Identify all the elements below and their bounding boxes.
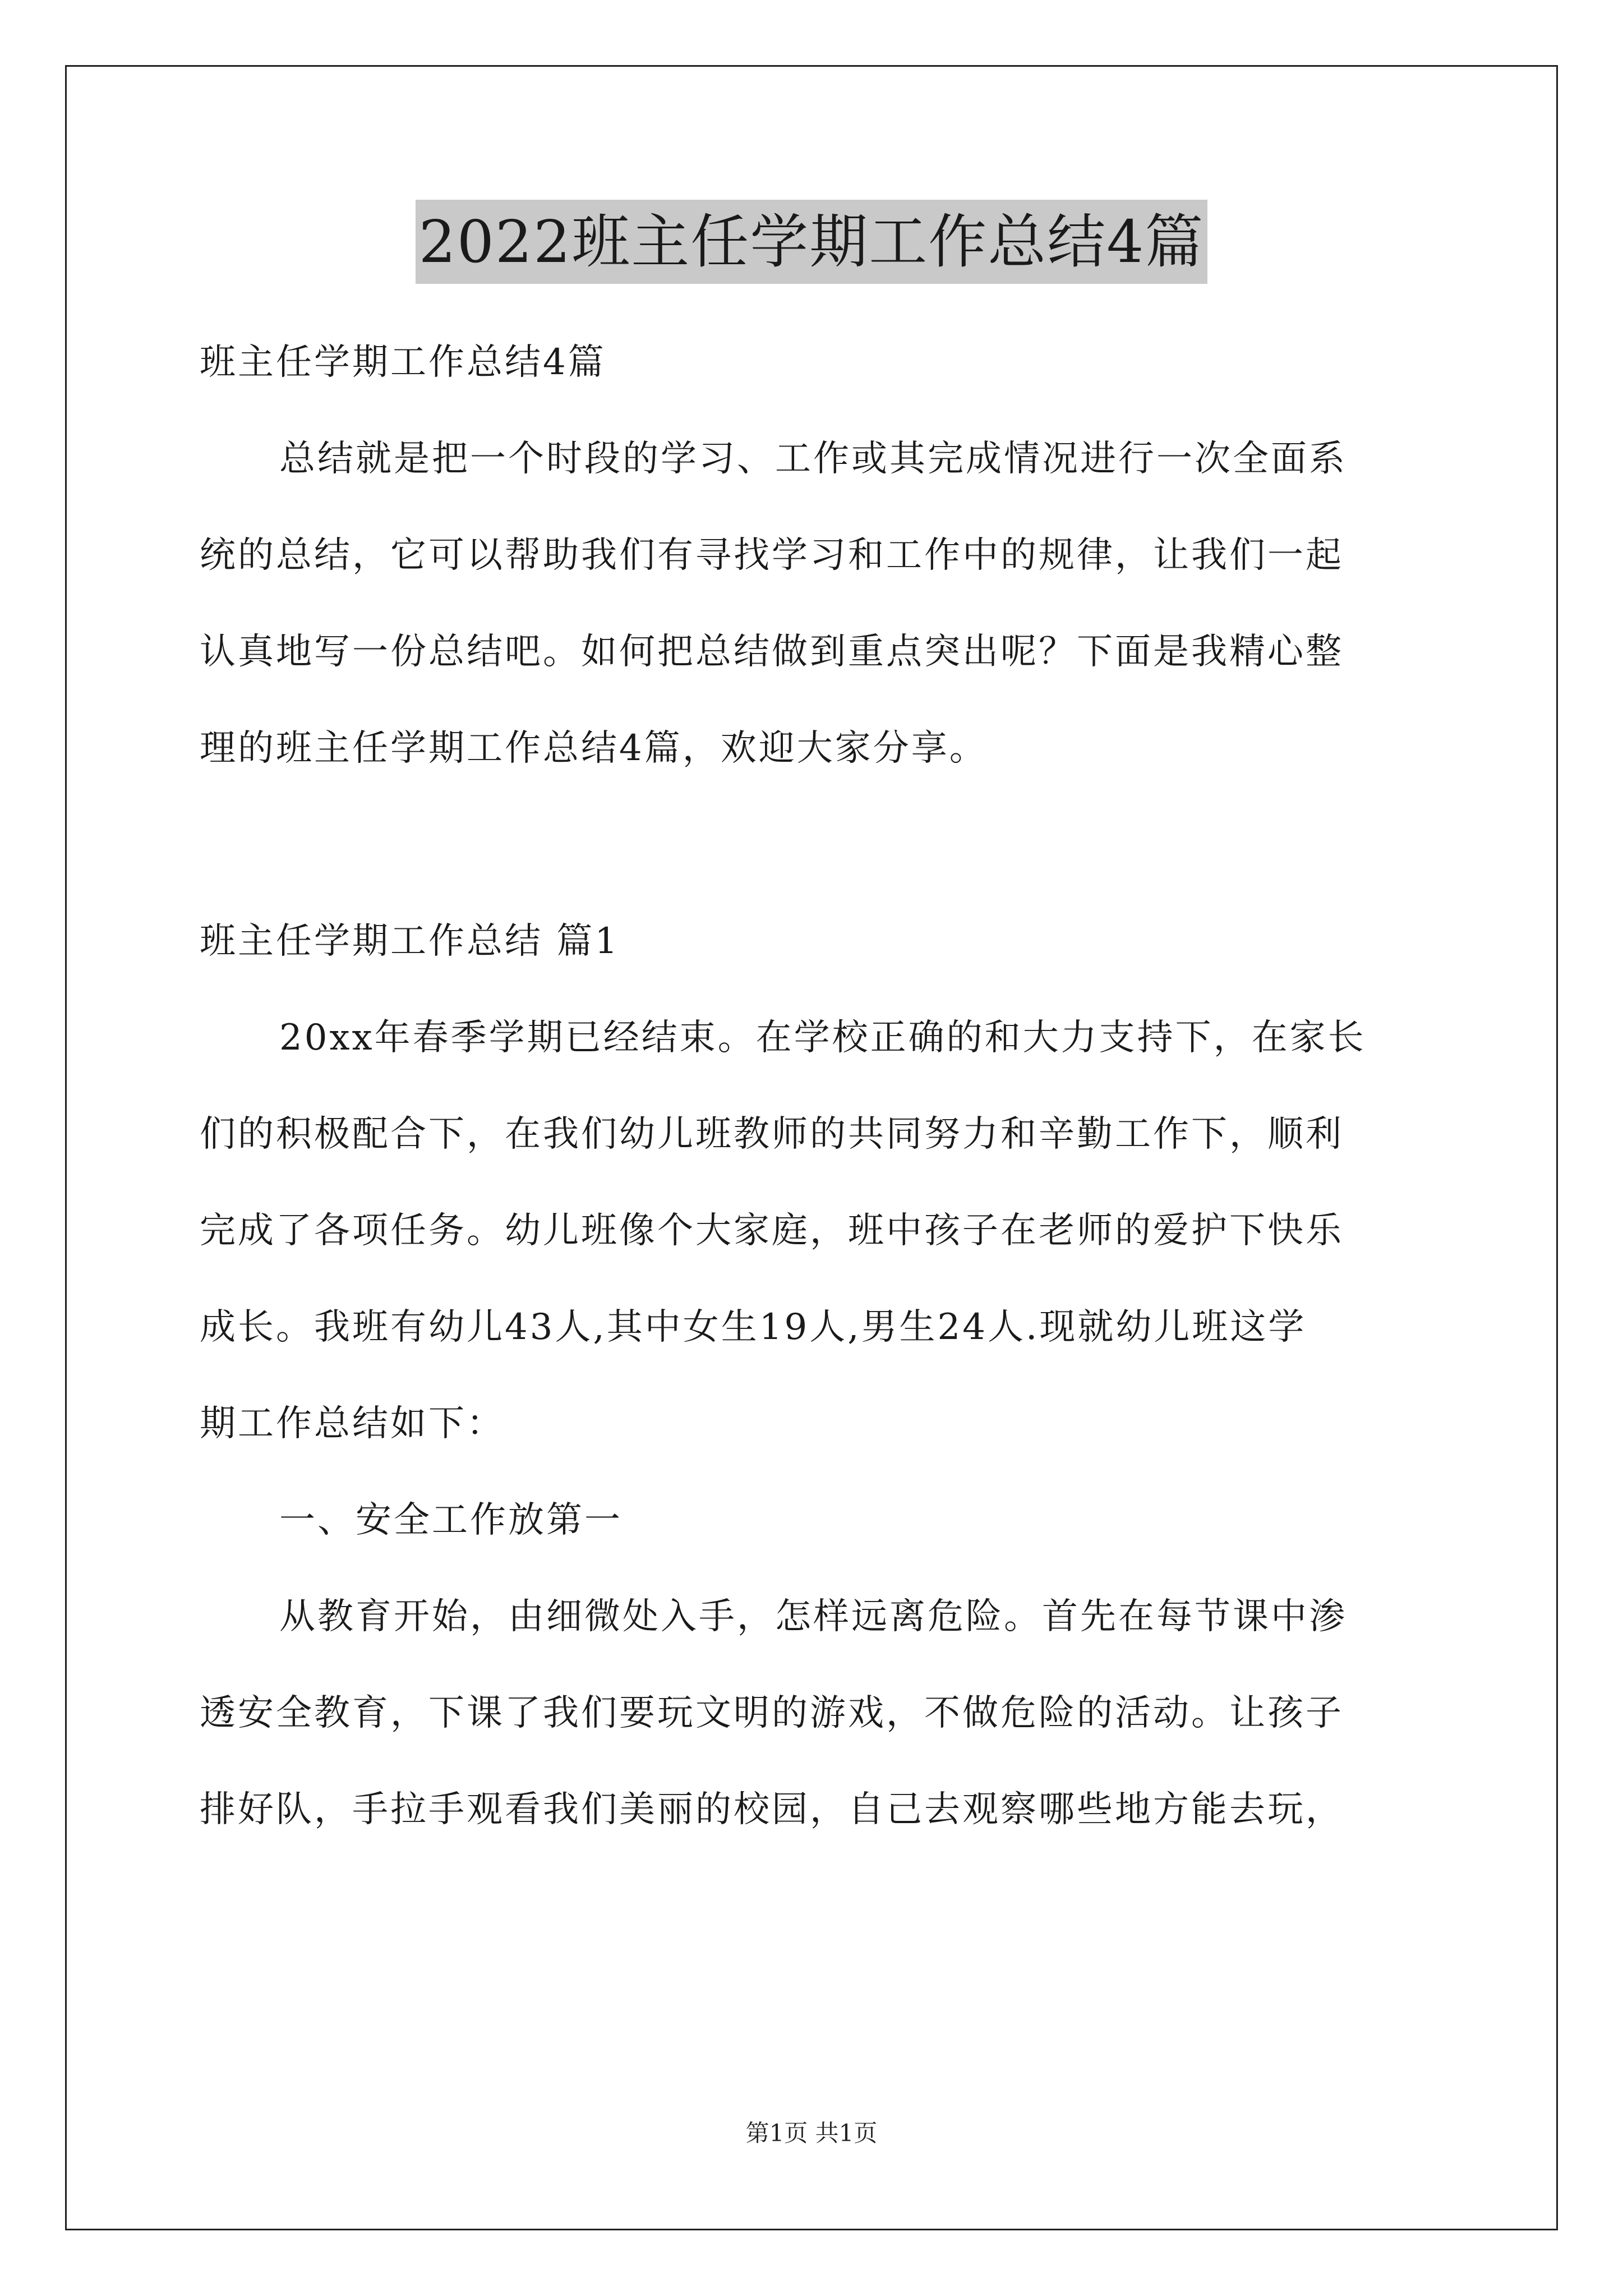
- safety-line-1: 从教育开始，由细微处入手，怎样远离危险。首先在每节课中渗: [279, 1596, 1347, 1637]
- blank-line: [200, 797, 1433, 893]
- section-line-2: 们的积极配合下，在我们幼儿班教师的共同努力和辛勤工作下，顺利: [200, 1114, 1344, 1155]
- intro-line-4: 理的班主任学期工作总结4篇，欢迎大家分享。: [200, 728, 988, 769]
- section-line-5: 期工作总结如下：: [200, 1403, 505, 1444]
- document-body: [200, 314, 1433, 1858]
- section-line-4: 成长。我班有幼儿43人,其中女生19人,男生24人.现就幼儿班这学: [200, 1306, 1307, 1348]
- section-line-1: 20xx年春季学期已经结束。在学校正确的和大力支持下，在家长: [279, 1017, 1366, 1059]
- intro-line-3: 认真地写一份总结吧。如何把总结做到重点突出呢？下面是我精心整: [200, 631, 1344, 673]
- title-container: [0, 200, 1623, 284]
- intro-line-1: 总结就是把一个时段的学习、工作或其完成情况进行一次全面系: [279, 438, 1347, 480]
- document-subtitle: 班主任学期工作总结4篇: [200, 342, 606, 383]
- safety-line-3: 排好队，手拉手观看我们美丽的校园，自己去观察哪些地方能去玩，: [200, 1789, 1344, 1830]
- section-line-3: 完成了各项任务。幼儿班像个大家庭，班中孩子在老师的爱护下快乐: [200, 1210, 1344, 1251]
- section-heading: 班主任学期工作总结 篇1: [200, 921, 620, 962]
- safety-line-2: 透安全教育，下课了我们要玩文明的游戏，不做危险的活动。让孩子: [200, 1692, 1344, 1734]
- intro-line-2: 统的总结，它可以帮助我们有寻找学习和工作中的规律，让我们一起: [200, 535, 1344, 576]
- page-footer: 第1页 共1页: [745, 2119, 878, 2147]
- document-title: 2022班主任学期工作总结4篇: [416, 200, 1208, 284]
- subheading: 一、安全工作放第一: [279, 1499, 623, 1541]
